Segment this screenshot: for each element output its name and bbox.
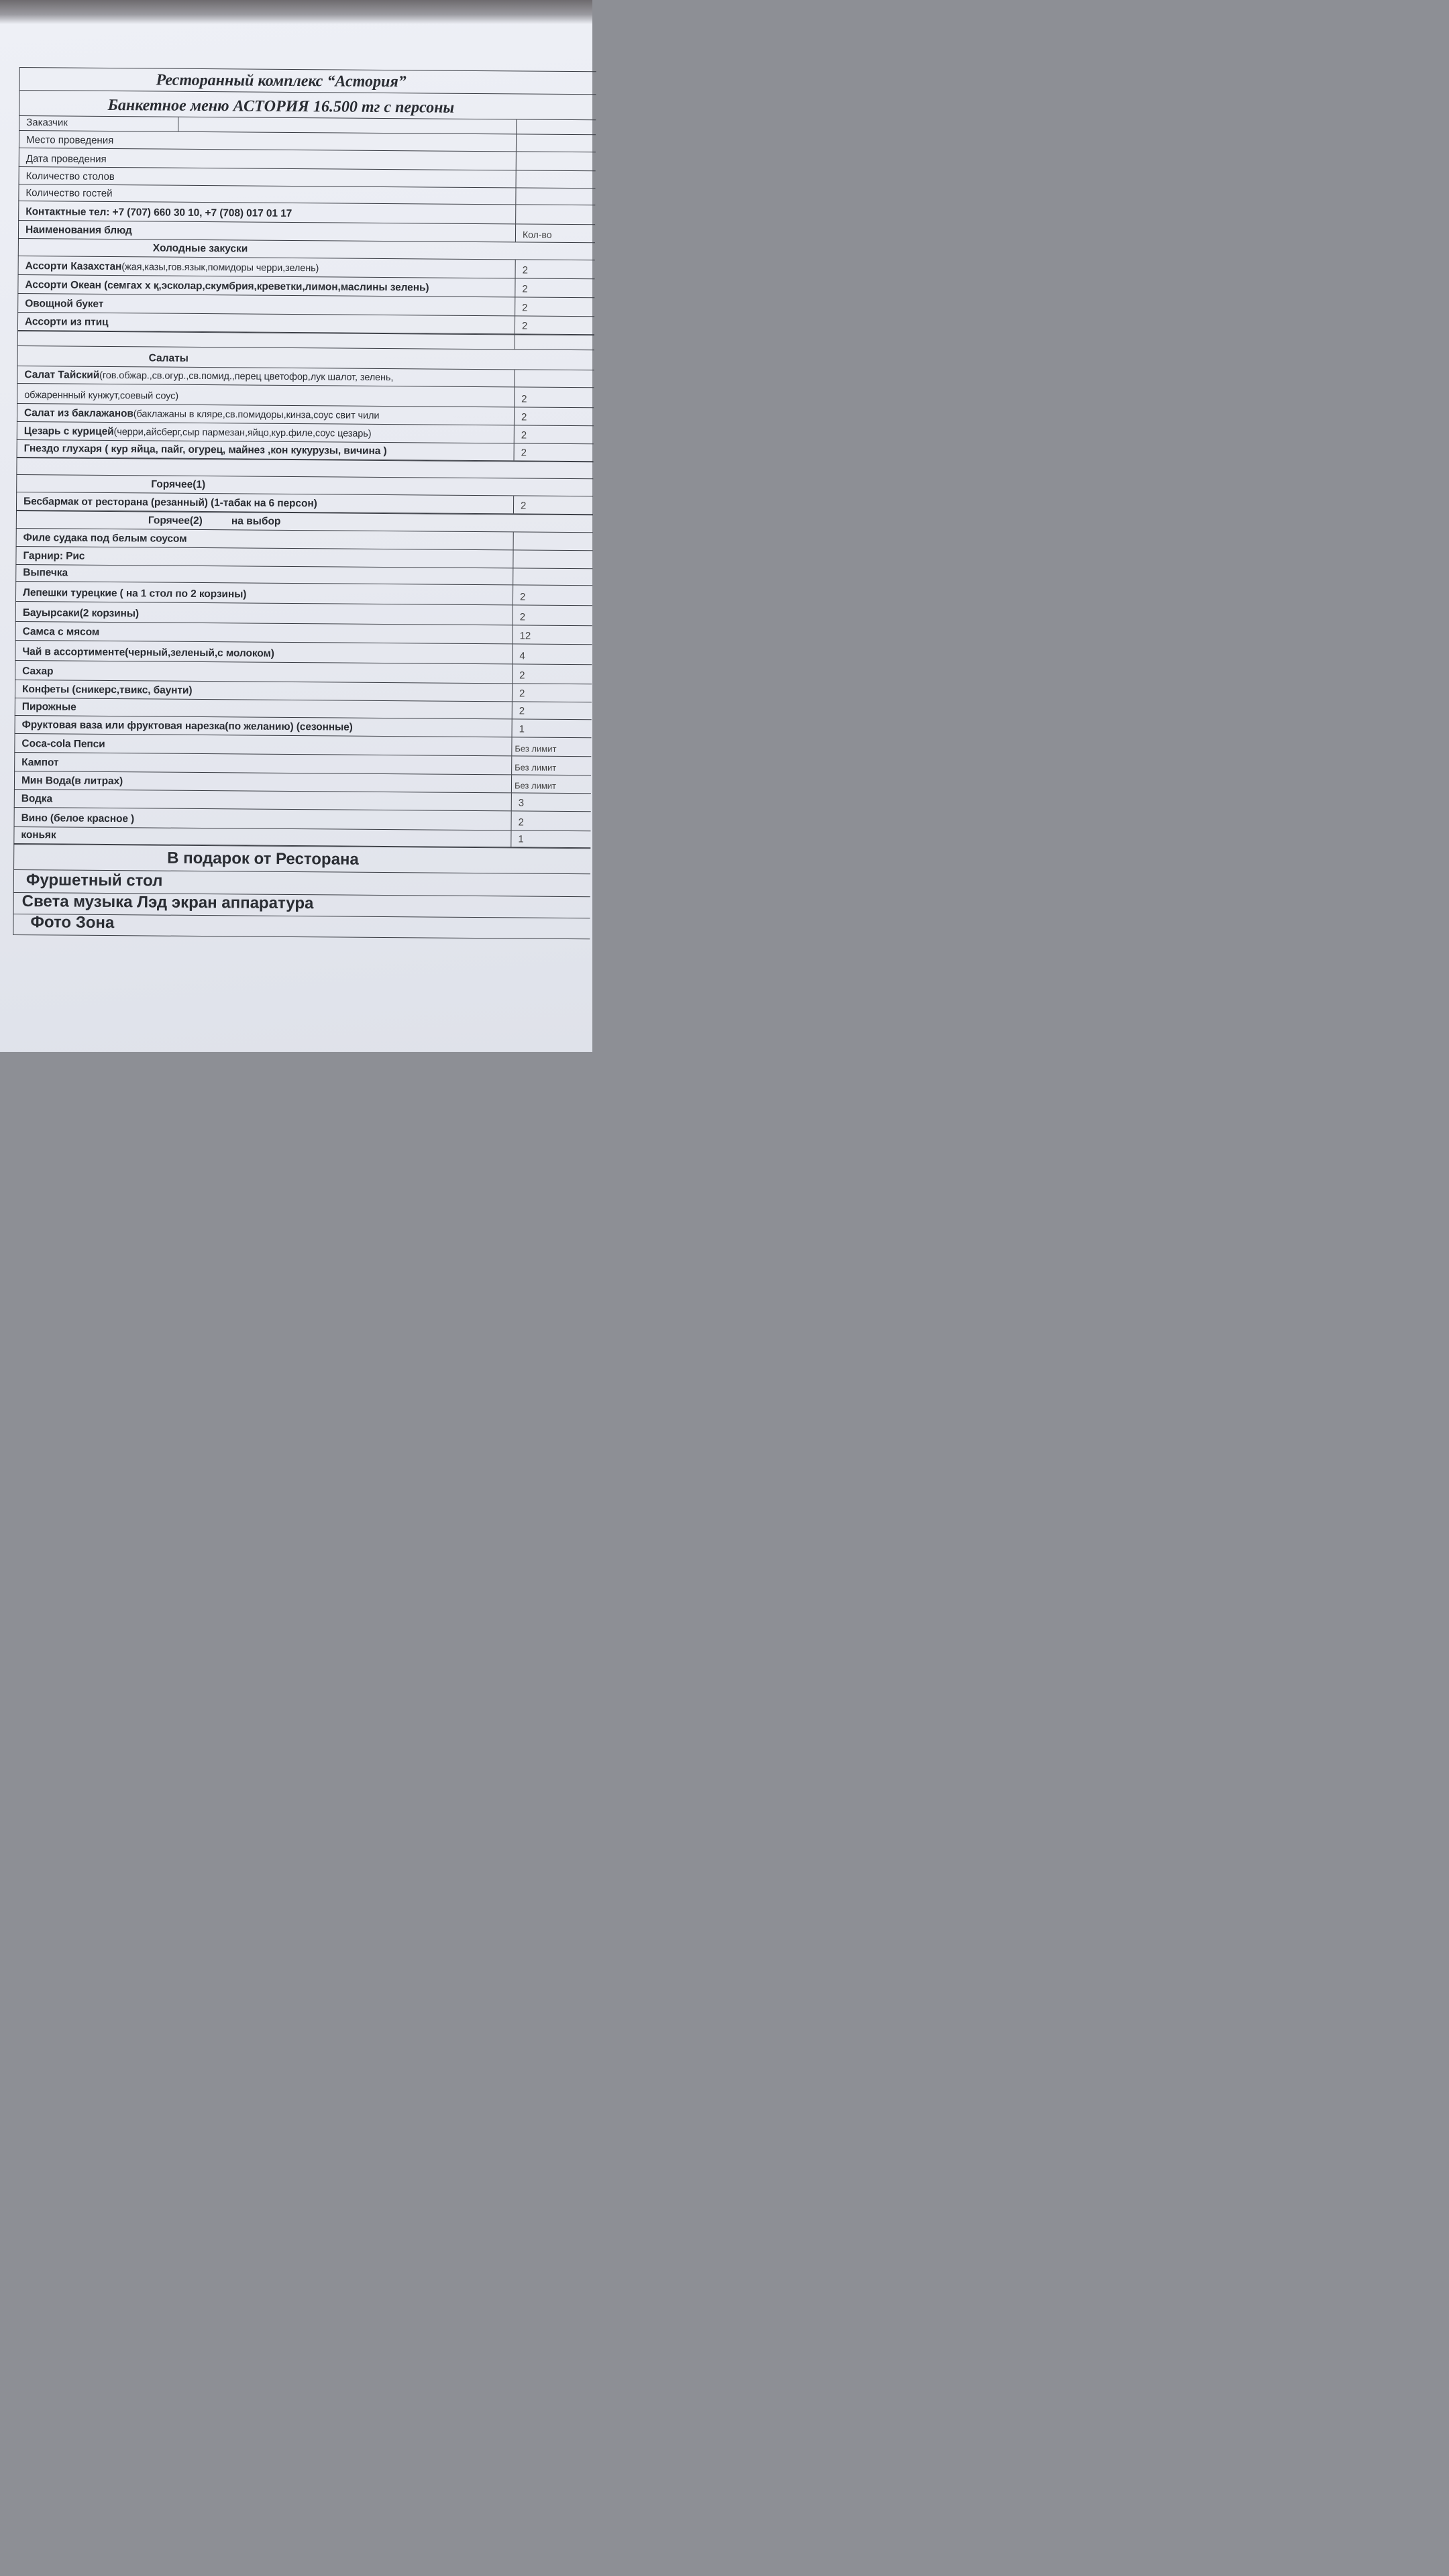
customer-label: Заказчик	[26, 117, 68, 129]
qty-value: 2	[519, 611, 526, 623]
dish-name-header: Наименования блюд	[25, 224, 132, 237]
dish-title: Ассорти из птиц	[24, 316, 109, 328]
qty-value: 2	[518, 816, 524, 828]
section-hot2-title: Горячее(2)	[148, 515, 203, 527]
qty-value: 3	[518, 797, 525, 809]
qty-cell	[515, 316, 596, 334]
dish-title: Салат из баклажанов	[23, 407, 133, 420]
qty-cell	[513, 496, 594, 514]
tables-label: Количество столов	[25, 170, 115, 183]
qty-cell	[511, 737, 592, 756]
qty-cell	[514, 387, 595, 407]
dish-name	[23, 496, 317, 510]
dish-name	[21, 738, 105, 751]
dish-description: обжареннный кунжут,соевый соус)	[24, 390, 179, 402]
dish-description: (жая,казы,гов.язык,помидоры черри,зелень)	[121, 262, 319, 274]
qty-value: 1	[519, 723, 525, 735]
dish-name	[22, 646, 274, 660]
dish-title: Бесбармак от ресторана (резанный) (1-табак на 6 персон)	[23, 496, 317, 510]
dish-title: Гнездо глухаря ( кур яйца, пайг, огурец, майнез ,кон кукурузы, вичина )	[23, 443, 387, 458]
dish-name	[21, 757, 58, 769]
dish-title: Салат Тайский	[24, 369, 100, 381]
dish-title: Фруктовая ваза или фруктовая нарезка(по желанию) (сезонные)	[21, 719, 353, 733]
qty-value: 2	[521, 320, 528, 332]
dish-description: (гов.обжар.,св.огур.,св.помид.,перец цветофор,лук шалот, зелень,	[99, 370, 394, 384]
dish-title: Овощной букет	[25, 298, 104, 310]
qty-value: 1	[518, 833, 524, 845]
dish-name	[22, 719, 353, 734]
qty-cell	[511, 830, 592, 847]
date-label: Дата проведения	[25, 153, 107, 165]
qty-value: Без лимит	[515, 762, 557, 773]
qty-value: 2	[521, 393, 527, 405]
qty-value: 2	[522, 264, 529, 276]
dish-name	[22, 701, 76, 714]
dish-title: Самса с мясом	[22, 626, 100, 638]
section-hot2-note: на выбор	[231, 515, 281, 527]
qty-cell	[514, 425, 595, 443]
contacts-text: Контактные тел: +7 (707) 660 30 10, +7 (708) 017 01 17	[25, 206, 292, 219]
qty-value: 2	[519, 591, 526, 603]
qty-cell	[511, 756, 592, 775]
restaurant-title: Ресторанный комплекс “Астория”	[156, 71, 407, 91]
dish-name	[21, 775, 123, 788]
qty-cell	[512, 644, 593, 664]
dish-title: Кампот	[21, 757, 59, 769]
qty-cell	[514, 407, 595, 425]
menu-subtitle: Банкетное меню АСТОРИЯ 16.500 тг с персоны	[107, 96, 455, 117]
qty-cell	[511, 793, 592, 811]
dish-name	[22, 665, 53, 678]
dish-title: Сахар	[22, 665, 54, 678]
section-hot1-title: Горячее(1)	[151, 478, 206, 491]
dish-name	[22, 684, 193, 697]
qty-cell	[513, 568, 594, 585]
dish-title: Лепешки турецкие ( на 1 стол по 2 корзины)	[23, 587, 247, 600]
qty-value: Без лимит	[515, 743, 557, 754]
dish-description: (баклажаны в кляре,св.помидоры,кинза,соус свит чили	[133, 409, 380, 421]
dish-title: Вино (белое красное )	[21, 812, 135, 825]
qty-cell	[512, 684, 593, 702]
qty-cell	[513, 585, 594, 605]
dish-name	[24, 425, 372, 440]
qty-value: 2	[521, 429, 527, 441]
qty-value: 2	[521, 411, 527, 423]
qty-value: 2	[520, 500, 527, 512]
qty-cell	[513, 550, 594, 568]
qty-cell	[512, 664, 593, 684]
qty-header: Кол-во	[522, 229, 552, 240]
qty-cell	[515, 260, 596, 278]
venue-label: Место проведения	[25, 134, 114, 147]
qty-cell	[513, 605, 594, 625]
qty-cell	[511, 775, 592, 793]
dish-name	[23, 607, 139, 620]
qty-value: Без лимит	[514, 780, 557, 791]
qty-value: 2	[519, 705, 525, 717]
gift-title: В подарок от Ресторана	[167, 849, 359, 869]
dish-name	[23, 626, 100, 639]
qty-cell	[513, 625, 594, 644]
dish-title: Конфеты (сникерс,твикс, баунти)	[21, 684, 193, 696]
qty-value: 12	[519, 630, 531, 642]
banquet-menu-sheet	[13, 50, 596, 939]
table-surface-edge	[0, 0, 592, 24]
dish-name	[25, 260, 319, 274]
qty-value: 2	[522, 302, 528, 314]
gift-item: Фото Зона	[30, 913, 115, 932]
gift-title-row	[13, 844, 590, 873]
dish-name	[25, 298, 103, 311]
dish-title: Выпечка	[23, 567, 68, 579]
section-cold-title: Холодные закуски	[152, 242, 248, 255]
dish-title: Coca-cola Пепси	[21, 738, 105, 750]
dish-name	[25, 316, 109, 329]
dish-title: Ассорти Океан (семгах х қ,эсколар,скумбрия,креветки,лимон,маслины зелень)	[25, 279, 429, 294]
qty-cell	[512, 702, 593, 719]
qty-cell	[515, 278, 596, 297]
dish-title: Чай в ассортименте(черный,зеленый,с молоком)	[22, 646, 274, 659]
dish-name	[23, 532, 187, 545]
qty-cell	[512, 719, 593, 737]
dish-name	[21, 829, 56, 841]
dish-name	[23, 587, 246, 600]
dish-title: Гарнир: Рис	[23, 550, 85, 562]
qty-cell	[514, 370, 595, 387]
dish-title: Водка	[21, 793, 53, 805]
dish-title: коньяк	[21, 829, 56, 841]
dish-description: (черри,айсберг,сыр пармезан,яйцо,кур.филе,соус цезарь)	[113, 427, 372, 439]
guests-label: Количество гостей	[25, 187, 113, 200]
dish-name	[21, 793, 52, 805]
gift-item-row	[13, 914, 590, 939]
dish-title: Ассорти Казахстан	[25, 260, 122, 273]
dish-title: Цезарь с курицей	[23, 425, 114, 438]
dish-title: Филе судака под белым соусом	[23, 532, 187, 545]
qty-cell	[515, 297, 596, 316]
dish-name	[21, 812, 135, 825]
section-salads-title: Салаты	[148, 352, 189, 364]
dish-name	[23, 567, 68, 579]
dish-name	[24, 389, 178, 402]
gift-item: Света музыка Лэд экран аппаратура	[21, 892, 314, 913]
qty-value: 2	[519, 688, 525, 700]
dish-name	[24, 407, 379, 422]
dish-name	[24, 443, 387, 458]
qty-value: 4	[519, 650, 525, 662]
dish-name	[25, 279, 429, 294]
qty-value: 2	[521, 447, 527, 459]
menu-subtitle-row	[19, 90, 596, 119]
qty-value: 2	[522, 283, 528, 295]
qty-cell	[511, 811, 592, 830]
dish-title: Мин Вода(в литрах)	[21, 775, 123, 788]
dish-name	[23, 550, 85, 563]
qty-cell	[514, 443, 595, 461]
qty-value: 2	[519, 669, 525, 682]
qty-cell	[513, 532, 594, 550]
gift-item: Фуршетный стол	[25, 871, 163, 890]
dish-name	[24, 369, 393, 384]
dish-title: Бауырсаки(2 корзины)	[22, 607, 140, 620]
dish-title: Пирожные	[21, 701, 76, 713]
